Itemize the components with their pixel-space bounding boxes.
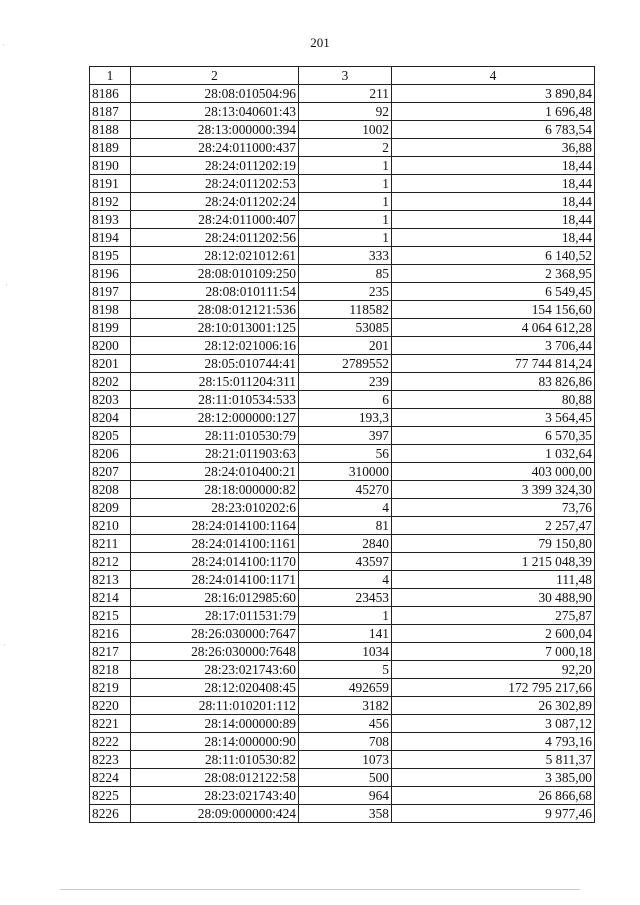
- scan-edge-line: [60, 889, 580, 890]
- cadastral-number-cell: 28:17:011531:79: [131, 607, 299, 625]
- area-cell: 2: [299, 139, 392, 157]
- area-cell: 239: [299, 373, 392, 391]
- area-cell: 3182: [299, 697, 392, 715]
- value-cell: 2 257,47: [392, 517, 595, 535]
- table-row: [90, 553, 595, 571]
- cadastral-number-cell: 28:14:000000:89: [131, 715, 299, 733]
- value-cell: 1 696,48: [392, 103, 595, 121]
- area-cell: 56: [299, 445, 392, 463]
- value-cell: 7 000,18: [392, 643, 595, 661]
- area-cell: 708: [299, 733, 392, 751]
- area-cell: 1034: [299, 643, 392, 661]
- value-cell: 18,44: [392, 193, 595, 211]
- value-cell: 73,76: [392, 499, 595, 517]
- table-row: [90, 589, 595, 607]
- cadastral-number-cell: 28:11:010201:112: [131, 697, 299, 715]
- row-number-cell: 8221: [90, 715, 131, 733]
- table-row: [90, 139, 595, 157]
- registry-table-body: [90, 67, 595, 823]
- value-cell: 4 064 612,28: [392, 319, 595, 337]
- cadastral-number-cell: 28:18:000000:82: [131, 481, 299, 499]
- value-cell: 3 706,44: [392, 337, 595, 355]
- value-cell: 92,20: [392, 661, 595, 679]
- value-cell: 6 783,54: [392, 121, 595, 139]
- table-row: [90, 625, 595, 643]
- row-number-cell: 8205: [90, 427, 131, 445]
- table-row: [90, 229, 595, 247]
- row-number-cell: 8215: [90, 607, 131, 625]
- area-cell: 6: [299, 391, 392, 409]
- row-number-cell: 8223: [90, 751, 131, 769]
- value-cell: 5 811,37: [392, 751, 595, 769]
- cadastral-number-cell: 28:23:021743:60: [131, 661, 299, 679]
- cadastral-number-cell: 28:24:011202:19: [131, 157, 299, 175]
- area-cell: 1002: [299, 121, 392, 139]
- table-row: [90, 805, 595, 823]
- table-row: [90, 175, 595, 193]
- table-row: [90, 463, 595, 481]
- cadastral-number-cell: 28:15:011204:311: [131, 373, 299, 391]
- table-row: [90, 481, 595, 499]
- area-cell: 5: [299, 661, 392, 679]
- area-cell: 1: [299, 607, 392, 625]
- area-cell: 141: [299, 625, 392, 643]
- header-col-2: 2: [131, 67, 299, 85]
- cadastral-number-cell: 28:05:010744:41: [131, 355, 299, 373]
- row-number-cell: 8220: [90, 697, 131, 715]
- value-cell: 1 215 048,39: [392, 553, 595, 571]
- cadastral-number-cell: 28:09:000000:424: [131, 805, 299, 823]
- table-row: [90, 211, 595, 229]
- value-cell: 26 302,89: [392, 697, 595, 715]
- area-cell: 92: [299, 103, 392, 121]
- area-cell: 211: [299, 85, 392, 103]
- scan-artifact: ·: [3, 640, 6, 650]
- table-row: [90, 607, 595, 625]
- cadastral-number-cell: 28:13:000000:394: [131, 121, 299, 139]
- cadastral-number-cell: 28:11:010530:82: [131, 751, 299, 769]
- cadastral-number-cell: 28:24:010400:21: [131, 463, 299, 481]
- table-row: [90, 157, 595, 175]
- row-number-cell: 8201: [90, 355, 131, 373]
- value-cell: 6 549,45: [392, 283, 595, 301]
- area-cell: 2840: [299, 535, 392, 553]
- row-number-cell: 8202: [90, 373, 131, 391]
- row-number-cell: 8217: [90, 643, 131, 661]
- value-cell: 172 795 217,66: [392, 679, 595, 697]
- table-row: [90, 247, 595, 265]
- area-cell: 85: [299, 265, 392, 283]
- row-number-cell: 8210: [90, 517, 131, 535]
- table-row: [90, 643, 595, 661]
- area-cell: 4: [299, 499, 392, 517]
- value-cell: 111,48: [392, 571, 595, 589]
- row-number-cell: 8219: [90, 679, 131, 697]
- table-row: [90, 787, 595, 805]
- cadastral-number-cell: 28:26:030000:7648: [131, 643, 299, 661]
- cadastral-number-cell: 28:24:011000:437: [131, 139, 299, 157]
- value-cell: 2 600,04: [392, 625, 595, 643]
- table-row: [90, 121, 595, 139]
- table-row: [90, 715, 595, 733]
- cadastral-number-cell: 28:08:010111:54: [131, 283, 299, 301]
- cadastral-number-cell: 28:24:011202:24: [131, 193, 299, 211]
- cadastral-number-cell: 28:24:014100:1171: [131, 571, 299, 589]
- row-number-cell: 8203: [90, 391, 131, 409]
- cadastral-number-cell: 28:24:011000:407: [131, 211, 299, 229]
- table-row: [90, 535, 595, 553]
- row-number-cell: 8224: [90, 769, 131, 787]
- value-cell: 3 087,12: [392, 715, 595, 733]
- table-row: [90, 373, 595, 391]
- table-row: [90, 427, 595, 445]
- header-col-4: 4: [392, 67, 595, 85]
- row-number-cell: 8206: [90, 445, 131, 463]
- cadastral-number-cell: 28:12:021012:61: [131, 247, 299, 265]
- cadastral-number-cell: 28:14:000000:90: [131, 733, 299, 751]
- value-cell: 6 570,35: [392, 427, 595, 445]
- row-number-cell: 8199: [90, 319, 131, 337]
- area-cell: 397: [299, 427, 392, 445]
- table-row: [90, 571, 595, 589]
- area-cell: 1: [299, 211, 392, 229]
- value-cell: 18,44: [392, 211, 595, 229]
- value-cell: 6 140,52: [392, 247, 595, 265]
- value-cell: 4 793,16: [392, 733, 595, 751]
- table-row: [90, 733, 595, 751]
- row-number-cell: 8186: [90, 85, 131, 103]
- value-cell: 3 399 324,30: [392, 481, 595, 499]
- area-cell: 1: [299, 229, 392, 247]
- area-cell: 45270: [299, 481, 392, 499]
- row-number-cell: 8195: [90, 247, 131, 265]
- value-cell: 77 744 814,24: [392, 355, 595, 373]
- row-number-cell: 8204: [90, 409, 131, 427]
- cadastral-number-cell: 28:13:040601:43: [131, 103, 299, 121]
- row-number-cell: 8208: [90, 481, 131, 499]
- row-number-cell: 8196: [90, 265, 131, 283]
- cadastral-number-cell: 28:23:010202:6: [131, 499, 299, 517]
- table-row: [90, 679, 595, 697]
- table-row: [90, 283, 595, 301]
- area-cell: 1073: [299, 751, 392, 769]
- cadastral-number-cell: 28:12:000000:127: [131, 409, 299, 427]
- table-row: [90, 391, 595, 409]
- header-col-1: 1: [90, 67, 131, 85]
- scan-artifact: ·: [2, 40, 5, 50]
- area-cell: 456: [299, 715, 392, 733]
- cadastral-number-cell: 28:12:021006:16: [131, 337, 299, 355]
- header-col-3: 3: [299, 67, 392, 85]
- area-cell: 4: [299, 571, 392, 589]
- value-cell: 83 826,86: [392, 373, 595, 391]
- row-number-cell: 8198: [90, 301, 131, 319]
- area-cell: 235: [299, 283, 392, 301]
- value-cell: 26 866,68: [392, 787, 595, 805]
- table-row: [90, 769, 595, 787]
- row-number-cell: 8193: [90, 211, 131, 229]
- value-cell: 1 032,64: [392, 445, 595, 463]
- cadastral-number-cell: 28:24:011202:53: [131, 175, 299, 193]
- row-number-cell: 8213: [90, 571, 131, 589]
- row-number-cell: 8188: [90, 121, 131, 139]
- table-row: [90, 517, 595, 535]
- row-number-cell: 8187: [90, 103, 131, 121]
- value-cell: 3 385,00: [392, 769, 595, 787]
- value-cell: 30 488,90: [392, 589, 595, 607]
- table-row: [90, 193, 595, 211]
- area-cell: 1: [299, 157, 392, 175]
- cadastral-number-cell: 28:08:012122:58: [131, 769, 299, 787]
- table-row: [90, 337, 595, 355]
- area-cell: 964: [299, 787, 392, 805]
- row-number-cell: 8209: [90, 499, 131, 517]
- table-row: [90, 661, 595, 679]
- row-number-cell: 8216: [90, 625, 131, 643]
- row-number-cell: 8207: [90, 463, 131, 481]
- row-number-cell: 8211: [90, 535, 131, 553]
- cadastral-number-cell: 28:12:020408:45: [131, 679, 299, 697]
- row-number-cell: 8194: [90, 229, 131, 247]
- value-cell: 9 977,46: [392, 805, 595, 823]
- table-row: [90, 409, 595, 427]
- row-number-cell: 8192: [90, 193, 131, 211]
- value-cell: 3 564,45: [392, 409, 595, 427]
- area-cell: 492659: [299, 679, 392, 697]
- area-cell: 500: [299, 769, 392, 787]
- value-cell: 80,88: [392, 391, 595, 409]
- area-cell: 118582: [299, 301, 392, 319]
- area-cell: 193,3: [299, 409, 392, 427]
- cadastral-number-cell: 28:24:011202:56: [131, 229, 299, 247]
- area-cell: 358: [299, 805, 392, 823]
- value-cell: 18,44: [392, 229, 595, 247]
- page-number: 201: [310, 35, 330, 50]
- area-cell: 43597: [299, 553, 392, 571]
- registry-table: [89, 66, 595, 823]
- area-cell: 81: [299, 517, 392, 535]
- table-row: [90, 445, 595, 463]
- table-row: [90, 103, 595, 121]
- value-cell: 2 368,95: [392, 265, 595, 283]
- table-row: [90, 265, 595, 283]
- area-cell: 1: [299, 175, 392, 193]
- cadastral-number-cell: 28:08:012121:536: [131, 301, 299, 319]
- cadastral-number-cell: 28:16:012985:60: [131, 589, 299, 607]
- row-number-cell: 8200: [90, 337, 131, 355]
- cadastral-number-cell: 28:23:021743:40: [131, 787, 299, 805]
- row-number-cell: 8190: [90, 157, 131, 175]
- value-cell: 275,87: [392, 607, 595, 625]
- row-number-cell: 8226: [90, 805, 131, 823]
- cadastral-number-cell: 28:24:014100:1161: [131, 535, 299, 553]
- value-cell: 18,44: [392, 175, 595, 193]
- row-number-cell: 8225: [90, 787, 131, 805]
- cadastral-number-cell: 28:24:014100:1170: [131, 553, 299, 571]
- cadastral-number-cell: 28:11:010530:79: [131, 427, 299, 445]
- value-cell: 3 890,84: [392, 85, 595, 103]
- cadastral-number-cell: 28:24:014100:1164: [131, 517, 299, 535]
- area-cell: 53085: [299, 319, 392, 337]
- row-number-cell: 8197: [90, 283, 131, 301]
- cadastral-number-cell: 28:08:010109:250: [131, 265, 299, 283]
- area-cell: 23453: [299, 589, 392, 607]
- table-row: [90, 751, 595, 769]
- row-number-cell: 8212: [90, 553, 131, 571]
- cadastral-number-cell: 28:08:010504:96: [131, 85, 299, 103]
- table-row: [90, 499, 595, 517]
- cadastral-number-cell: 28:21:011903:63: [131, 445, 299, 463]
- value-cell: 18,44: [392, 157, 595, 175]
- area-cell: 201: [299, 337, 392, 355]
- scan-artifact: ·: [5, 280, 8, 290]
- cadastral-number-cell: 28:10:013001:125: [131, 319, 299, 337]
- area-cell: 1: [299, 193, 392, 211]
- header-row: [90, 67, 595, 85]
- row-number-cell: 8191: [90, 175, 131, 193]
- area-cell: 2789552: [299, 355, 392, 373]
- row-number-cell: 8214: [90, 589, 131, 607]
- table-row: [90, 301, 595, 319]
- table-row: [90, 697, 595, 715]
- value-cell: 403 000,00: [392, 463, 595, 481]
- value-cell: 79 150,80: [392, 535, 595, 553]
- area-cell: 333: [299, 247, 392, 265]
- value-cell: 36,88: [392, 139, 595, 157]
- area-cell: 310000: [299, 463, 392, 481]
- cadastral-number-cell: 28:26:030000:7647: [131, 625, 299, 643]
- cadastral-number-cell: 28:11:010534:533: [131, 391, 299, 409]
- table-row: [90, 85, 595, 103]
- row-number-cell: 8189: [90, 139, 131, 157]
- table-row: [90, 355, 595, 373]
- row-number-cell: 8218: [90, 661, 131, 679]
- table-row: [90, 319, 595, 337]
- value-cell: 154 156,60: [392, 301, 595, 319]
- row-number-cell: 8222: [90, 733, 131, 751]
